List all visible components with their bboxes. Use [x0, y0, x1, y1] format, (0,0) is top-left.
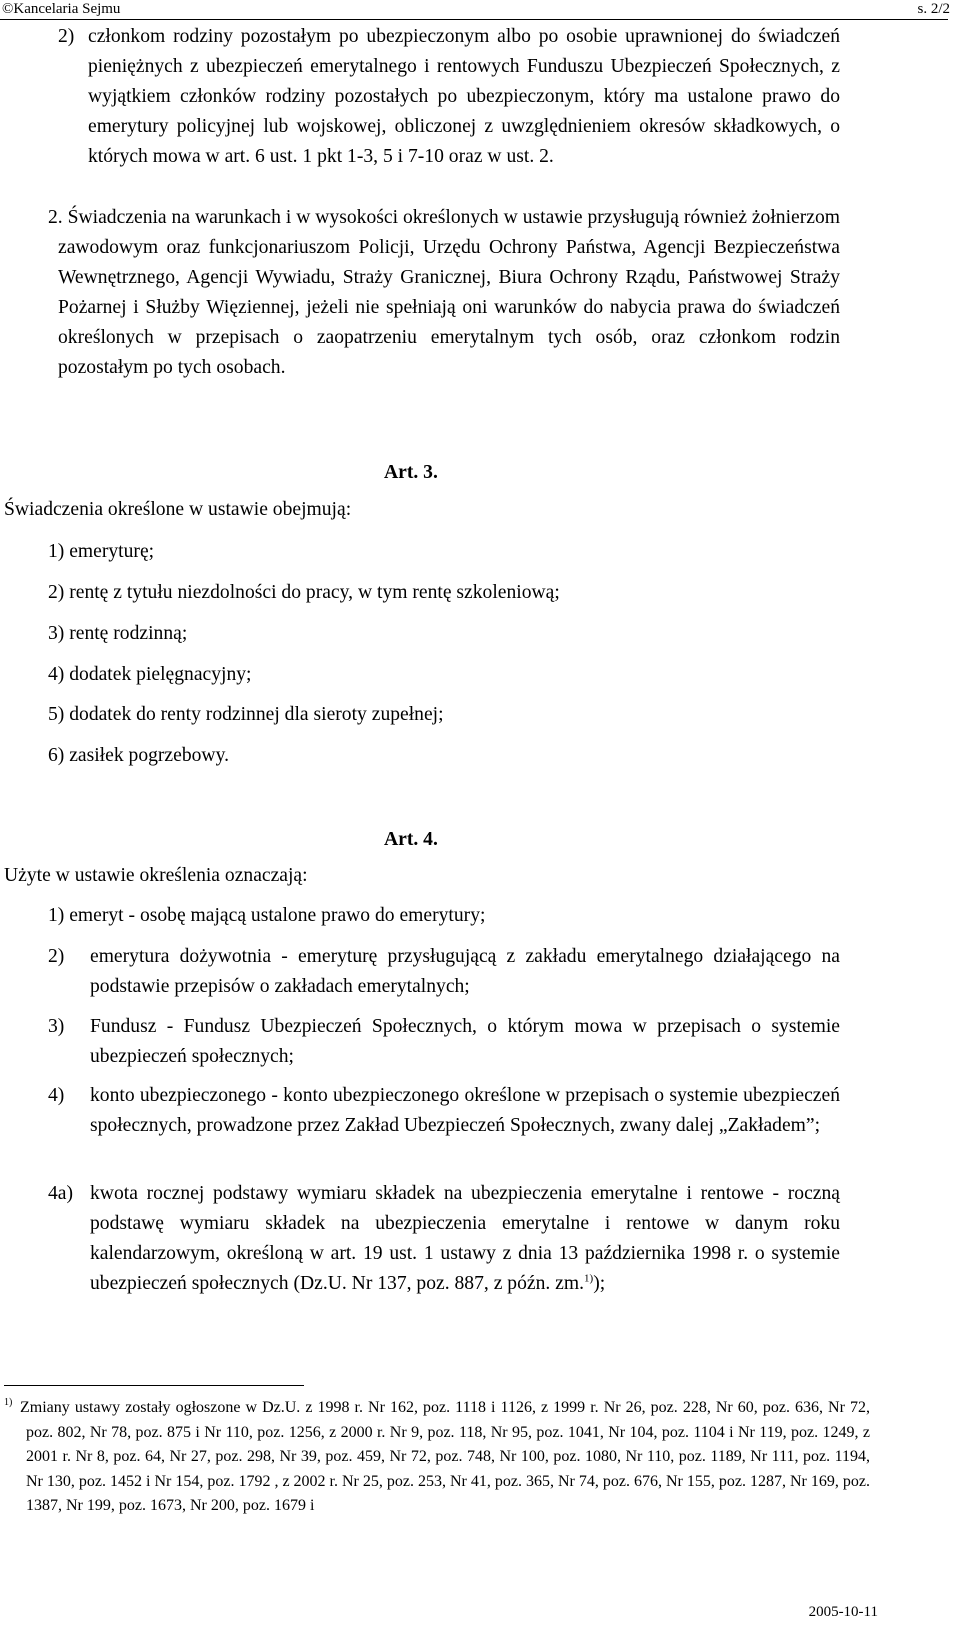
art4-intro: Użyte w ustawie określenia oznaczają: — [4, 865, 308, 886]
footnote-rule — [4, 1385, 304, 1386]
art4-item-4a-text — [90, 1179, 840, 1299]
art3-heading: Art. 3. — [384, 462, 438, 483]
art4-heading: Art. 4. — [384, 829, 438, 850]
art2-paragraph-2 — [48, 203, 840, 383]
art4-item-1: 1) emeryt - osobę mającą ustalone prawo do emerytury; — [48, 905, 486, 926]
art2-item-2-text: członkom rodziny pozostałym po ubezpieczonym albo po osobie uprawnionej do świadczeń pieniężnych z ubezpieczeń emerytalnego i rentowych Funduszu Ubezpieczeń Społecznych, z wyjątkiem członków rodziny pozostałych po ubezpieczonym, który ma ustalone prawo do emerytury policyjnej lub wojskowej, obliczonej z uwzględnieniem okresów składkowych, o których mowa w art. 6 ust. 1 pkt 1-3, 5 i 7-10 oraz w ust. 2. — [88, 26, 840, 167]
art4-item-4a-number: 4a) — [48, 1183, 74, 1204]
footnote — [4, 1396, 870, 1519]
art4-item-2-number: 2) — [48, 946, 65, 967]
art4-item-3-text: Fundusz - Fundusz Ubezpieczeń Społecznych, o którym mowa w przepisach o systemie ubezpieczeń społecznych; — [90, 1016, 840, 1067]
art3-item-6: 6) zasiłek pogrzebowy. — [48, 745, 229, 766]
art4-item-4a — [48, 1179, 840, 1299]
document-date: 2005-10-11 — [808, 1604, 878, 1620]
art3-item-4: 4) dodatek pielęgnacyjny; — [48, 664, 252, 685]
art3-item-2: 2) rentę z tytułu niezdolności do pracy, w tym rentę szkoleniową; — [48, 582, 560, 603]
footnote-reference[interactable]: 1) — [584, 1272, 594, 1285]
footnote-text: Zmiany ustawy zostały ogłoszone w Dz.U. z 1998 r. Nr 162, poz. 1118 i 1126, z 1999 r. Nr 26, poz. 228, Nr 60, poz. 636, Nr 72, poz. 802, Nr 78, poz. 875 i Nr 110, poz. 1256, z 2000 r. Nr 9, poz. 118, Nr 95, poz. 1041, Nr 104, poz. 1104 i Nr 119, poz. 1249, z 2001 r. Nr 8, poz. 64, Nr 27, poz. 298, Nr 39, poz. 459, Nr 72, poz. 748, Nr 100, poz. 1080, Nr 110, poz. 1189, Nr 111, poz. 1194, Nr 130, poz. 1452 i Nr 154, poz. 1792 , z 2002 r. Nr 25, poz. 253, Nr 41, poz. 365, Nr 74, poz. 676, Nr 155, poz. 1287, Nr 169, poz. 1387, Nr 199, poz. 1673, Nr 200, poz. 1679 i — [20, 1399, 870, 1515]
header-rule — [0, 19, 948, 20]
art4-item-3 — [48, 1012, 840, 1072]
footnote-mark: 1) — [4, 1397, 13, 1408]
art2-paragraph-2-text: 2. Świadczenia na warunkach i w wysokości określonych w ustawie przysługują również żołnierzom zawodowym oraz funkcjonariuszom Policji, Urzędu Ochrony Państwa, Agencji Bezpieczeństwa Wewnętrznego, Agencji Wywiadu, Straży Granicznej, Biura Ochrony Rządu, Państwowej Straży Pożarnej i Służby Więziennej, jeżeli nie spełniają oni warunków do nabycia prawa do świadczeń określonych w przepisach o zaopatrzeniu emerytalnym tych osób, oraz członkom rodzin pozostałym po tych osobach. — [48, 207, 840, 378]
art4-item-4-text: konto ubezpieczonego - konto ubezpieczonego określone w przepisach o systemie ubezpieczeń społecznych, prowadzone przez Zakład Ubezpieczeń Społecznych, zwany dalej „Zakładem”; — [90, 1085, 840, 1136]
art4-item-4a-end: ); — [593, 1273, 606, 1294]
art4-item-3-number: 3) — [48, 1016, 65, 1037]
art2-item-2-number: 2) — [58, 26, 75, 47]
art4-item-4-number: 4) — [48, 1085, 65, 1106]
art4-item-4a-body: kwota rocznej podstawy wymiaru składek na ubezpieczenia emerytalne i rentowe - roczną podstawę wymiaru składek na ubezpieczenia emerytalne i rentowe w danym roku kalendarzowym, określoną w art. 19 ust. 1 ustawy z dnia 13 października 1998 r. o systemie ubezpieczeń społecznych (Dz.U. Nr 137, poz. 887, z późn. zm. — [90, 1183, 840, 1294]
page-number: s. 2/2 — [917, 1, 950, 17]
art3-item-3: 3) rentę rodzinną; — [48, 623, 188, 644]
header-source: ©Kancelaria Sejmu — [2, 1, 121, 17]
art3-item-1: 1) emeryturę; — [48, 541, 155, 562]
art4-item-2-text: emerytura dożywotnia - emeryturę przysługującą z zakładu emerytalnego działającego na podstawie przepisów o zakładach emerytalnych; — [90, 946, 840, 997]
art3-intro: Świadczenia określone w ustawie obejmują: — [4, 499, 352, 520]
art2-item-2 — [58, 22, 840, 172]
art4-item-4 — [48, 1081, 840, 1141]
art3-item-5: 5) dodatek do renty rodzinnej dla sieroty zupełnej; — [48, 704, 444, 725]
art4-item-2 — [48, 942, 840, 1002]
